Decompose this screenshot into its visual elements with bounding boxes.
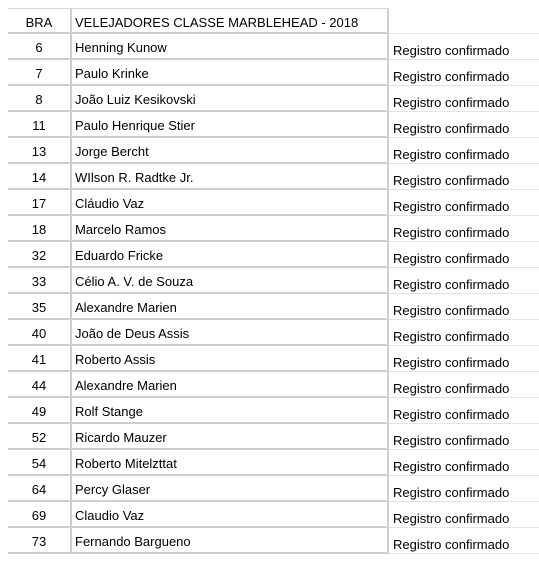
name-text: Ricardo Mauzer — [75, 430, 167, 445]
bra-text: 6 — [35, 40, 43, 55]
bra-cell[interactable] — [8, 372, 72, 398]
table-row — [0, 190, 539, 216]
status-cell[interactable] — [389, 164, 539, 190]
table-row — [0, 216, 539, 242]
status-text: Registro confirmado — [393, 511, 510, 526]
name-cell[interactable] — [72, 268, 389, 294]
bra-cell[interactable] — [8, 450, 72, 476]
bra-cell[interactable] — [8, 242, 72, 268]
status-cell[interactable] — [389, 372, 539, 398]
status-cell[interactable] — [389, 86, 539, 112]
bra-text: 7 — [35, 66, 43, 81]
table-row — [0, 138, 539, 164]
table-row — [0, 164, 539, 190]
name-cell[interactable] — [72, 242, 389, 268]
bra-cell[interactable] — [8, 346, 72, 372]
bra-cell[interactable] — [8, 502, 72, 528]
bra-cell[interactable] — [8, 476, 72, 502]
bra-cell[interactable] — [8, 320, 72, 346]
name-text: Rolf Stange — [75, 404, 143, 419]
status-cell[interactable] — [389, 190, 539, 216]
name-cell[interactable] — [72, 424, 389, 450]
status-text: Registro confirmado — [393, 485, 510, 500]
bra-text: 35 — [31, 300, 47, 315]
name-cell[interactable] — [72, 398, 389, 424]
status-cell[interactable] — [389, 60, 539, 86]
name-text: Roberto Mitelzttat — [75, 456, 177, 471]
status-text: Registro confirmado — [393, 121, 510, 136]
status-text: Registro confirmado — [393, 303, 510, 318]
name-text: WIlson R. Radtke Jr. — [75, 170, 194, 185]
status-text: Registro confirmado — [393, 147, 510, 162]
name-text: Percy Glaser — [75, 482, 151, 497]
name-cell[interactable] — [72, 502, 389, 528]
name-cell[interactable] — [72, 190, 389, 216]
status-cell[interactable] — [389, 502, 539, 528]
header-bra-text: BRA — [25, 15, 53, 30]
bra-cell[interactable] — [8, 164, 72, 190]
status-text: Registro confirmado — [393, 173, 510, 188]
status-cell[interactable] — [389, 138, 539, 164]
bra-text: 41 — [31, 352, 47, 367]
bra-text: 44 — [31, 378, 47, 393]
name-text: Célio A. V. de Souza — [75, 274, 194, 289]
bra-text: 17 — [31, 196, 47, 211]
status-text: Registro confirmado — [393, 329, 510, 344]
bra-cell[interactable] — [8, 398, 72, 424]
table-row — [0, 398, 539, 424]
table-row — [0, 450, 539, 476]
header-status-cell[interactable] — [389, 8, 539, 34]
header-bra-cell[interactable] — [8, 8, 72, 34]
name-text: Eduardo Fricke — [75, 248, 164, 263]
name-text: João de Deus Assis — [75, 326, 190, 341]
status-cell[interactable] — [389, 424, 539, 450]
bra-text: 11 — [32, 118, 46, 133]
table-row — [0, 34, 539, 60]
name-text: Alexandre Marien — [75, 300, 177, 315]
name-text: Alexandre Marien — [75, 378, 177, 393]
name-cell[interactable] — [72, 450, 389, 476]
bra-cell[interactable] — [8, 528, 72, 554]
status-text: Registro confirmado — [393, 381, 510, 396]
name-cell[interactable] — [72, 138, 389, 164]
status-text: Registro confirmado — [393, 433, 510, 448]
bra-text: 64 — [31, 482, 47, 497]
status-cell[interactable] — [389, 346, 539, 372]
name-cell[interactable] — [72, 86, 389, 112]
name-text: Claudio Vaz — [75, 508, 145, 523]
table-row — [0, 424, 539, 450]
name-text: Paulo Henrique Stier — [75, 118, 195, 133]
name-text: Henning Kunow — [75, 40, 167, 55]
name-text: Jorge Bercht — [75, 144, 149, 159]
table-row — [0, 60, 539, 86]
bra-text: 32 — [31, 248, 47, 263]
bra-text: 33 — [31, 274, 47, 289]
table-row — [0, 294, 539, 320]
table-row — [0, 242, 539, 268]
table-row — [0, 502, 539, 528]
status-text: Registro confirmado — [393, 355, 510, 370]
status-cell[interactable] — [389, 112, 539, 138]
table-row — [0, 320, 539, 346]
bra-text: 54 — [31, 456, 47, 471]
status-text: Registro confirmado — [393, 407, 510, 422]
table-row — [0, 372, 539, 398]
bra-text: 49 — [31, 404, 47, 419]
status-text: Registro confirmado — [393, 199, 510, 214]
status-text: Registro confirmado — [393, 43, 510, 58]
bra-cell[interactable] — [8, 190, 72, 216]
status-cell[interactable] — [389, 34, 539, 60]
bra-cell[interactable] — [8, 216, 72, 242]
status-cell[interactable] — [389, 242, 539, 268]
status-text: Registro confirmado — [393, 459, 510, 474]
bra-cell[interactable] — [8, 34, 72, 60]
status-cell[interactable] — [389, 398, 539, 424]
bra-cell[interactable] — [8, 60, 72, 86]
status-cell[interactable] — [389, 528, 539, 554]
status-text: Registro confirmado — [393, 537, 510, 552]
name-cell[interactable] — [72, 34, 389, 60]
bra-text: 40 — [31, 326, 47, 341]
name-text: Roberto Assis — [75, 352, 156, 367]
bra-text: 52 — [31, 430, 47, 445]
bra-cell[interactable] — [8, 86, 72, 112]
name-text: João Luiz Kesikovski — [75, 92, 196, 107]
table-row — [0, 476, 539, 502]
status-text: Registro confirmado — [393, 277, 510, 292]
table-row — [0, 112, 539, 138]
status-text: Registro confirmado — [393, 69, 510, 84]
bra-cell[interactable] — [8, 424, 72, 450]
table-row — [0, 528, 539, 554]
name-text: Paulo Krinke — [75, 66, 149, 81]
header-title-cell[interactable] — [72, 8, 389, 34]
bra-text: 69 — [31, 508, 47, 523]
name-cell[interactable] — [72, 372, 389, 398]
bra-text: 18 — [31, 222, 47, 237]
status-text: Registro confirmado — [393, 95, 510, 110]
bra-cell[interactable] — [8, 138, 72, 164]
bra-text: 14 — [31, 170, 47, 185]
status-cell[interactable] — [389, 268, 539, 294]
name-cell[interactable] — [72, 476, 389, 502]
table-row — [0, 268, 539, 294]
status-text: Registro confirmado — [393, 225, 510, 240]
bra-text: 13 — [31, 144, 47, 159]
name-cell[interactable] — [72, 216, 389, 242]
status-text: Registro confirmado — [393, 251, 510, 266]
name-cell[interactable] — [72, 346, 389, 372]
table-row — [0, 346, 539, 372]
status-cell[interactable] — [389, 216, 539, 242]
name-cell[interactable] — [72, 320, 389, 346]
name-text: Marcelo Ramos — [75, 222, 167, 237]
bra-text: 73 — [31, 534, 47, 549]
bra-cell[interactable] — [8, 268, 72, 294]
bra-cell[interactable] — [8, 112, 72, 138]
status-cell[interactable] — [389, 450, 539, 476]
name-cell[interactable] — [72, 164, 389, 190]
status-cell[interactable] — [389, 320, 539, 346]
status-cell[interactable] — [389, 294, 539, 320]
bra-cell[interactable] — [8, 294, 72, 320]
bra-text: 8 — [35, 92, 43, 107]
name-cell[interactable] — [72, 112, 389, 138]
name-cell[interactable] — [72, 528, 389, 554]
table-row — [0, 86, 539, 112]
status-cell[interactable] — [389, 476, 539, 502]
name-text: Fernando Bargueno — [75, 534, 191, 549]
header-title-text: VELEJADORES CLASSE MARBLEHEAD - 2018 — [75, 15, 359, 30]
name-cell[interactable] — [72, 294, 389, 320]
name-cell[interactable] — [72, 60, 389, 86]
header-row — [0, 8, 539, 34]
name-text: Cláudio Vaz — [75, 196, 145, 211]
